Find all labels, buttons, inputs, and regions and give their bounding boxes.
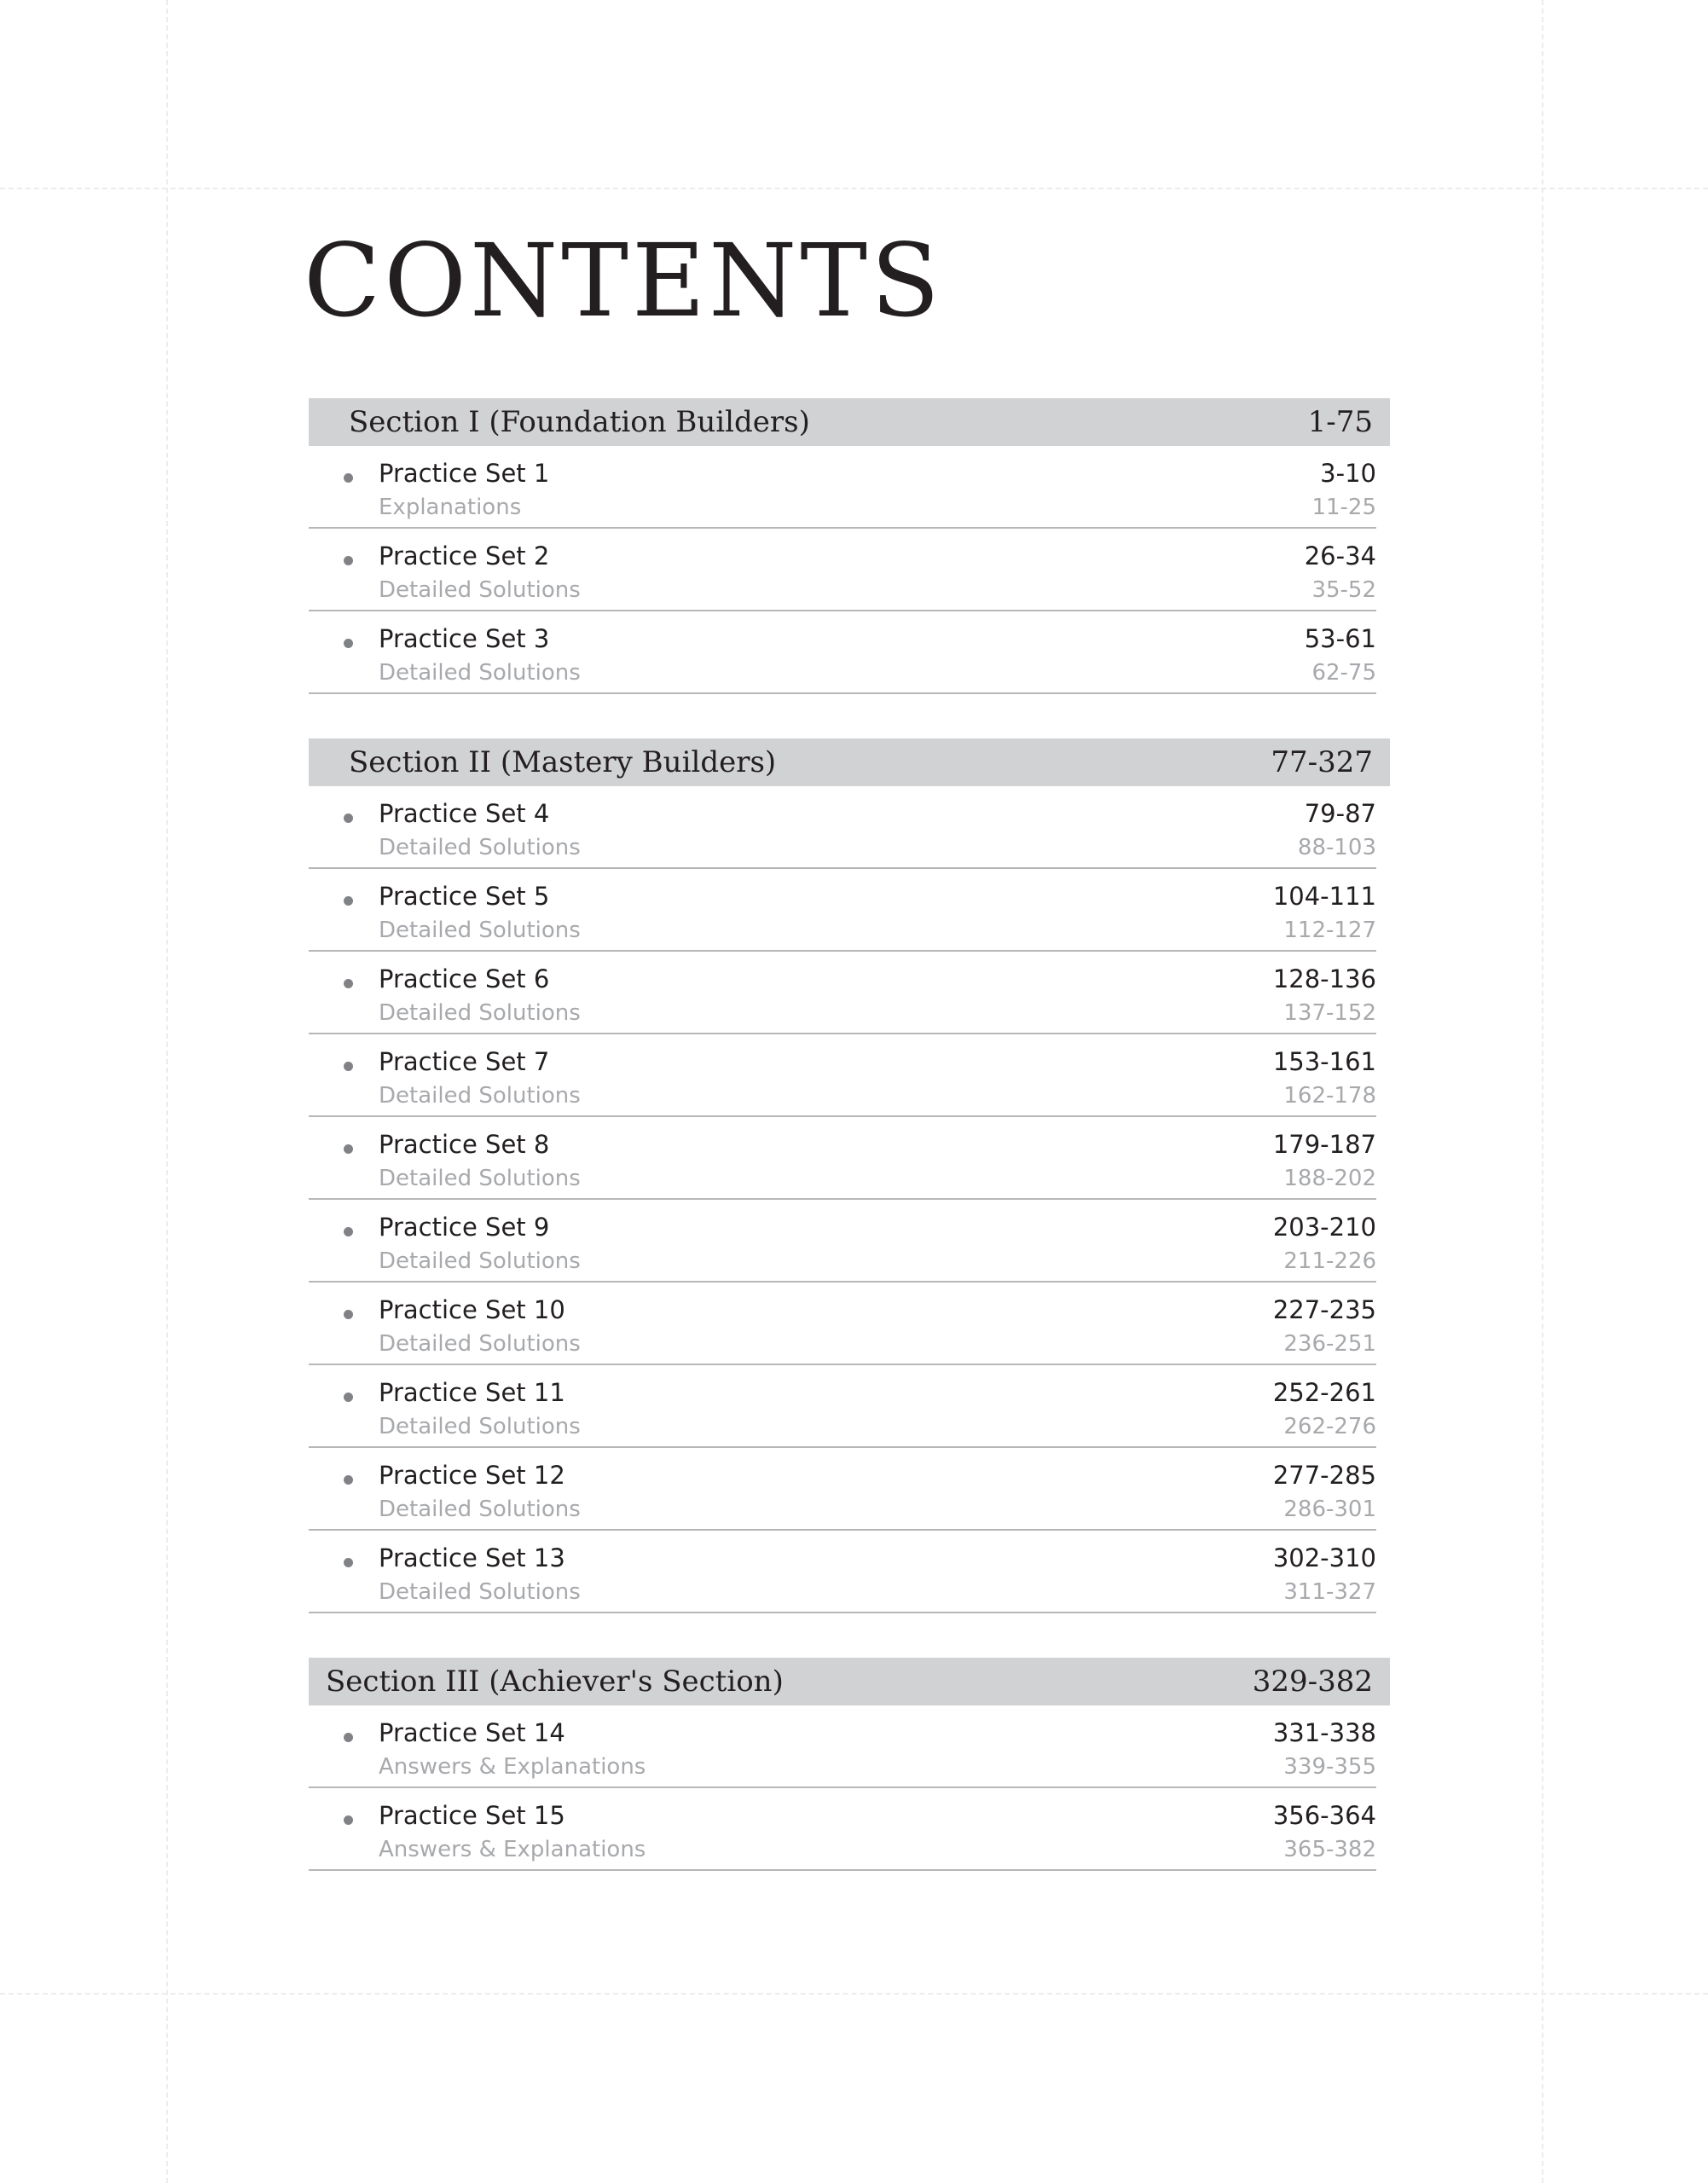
practice-set-entry[interactable]	[309, 1283, 1376, 1365]
section-entries	[309, 786, 1376, 1613]
solutions-label: Answers & Explanations	[379, 1837, 646, 1862]
section-title: Section III (Achiever's Section)	[326, 1665, 784, 1699]
trim-guide-bottom	[0, 1993, 1708, 1995]
practice-set-entry[interactable]	[309, 952, 1376, 1034]
section-title: Section II (Mastery Builders)	[349, 745, 777, 779]
practice-set-page-range: 104-111	[1272, 882, 1376, 911]
page-title: CONTENTS	[304, 222, 943, 339]
section-1	[309, 398, 1390, 694]
practice-set-entry[interactable]	[309, 1365, 1376, 1448]
practice-set-name: Practice Set 15	[379, 1801, 565, 1830]
practice-set-name: Practice Set 2	[379, 541, 550, 570]
trim-guide-left	[166, 0, 168, 2183]
solutions-label: Detailed Solutions	[379, 660, 581, 686]
section-page-range: 77-327	[1271, 745, 1373, 779]
solutions-label: Detailed Solutions	[379, 1248, 581, 1274]
practice-set-page-range: 356-364	[1272, 1801, 1376, 1830]
practice-set-name: Practice Set 7	[379, 1047, 550, 1076]
solutions-page-range: 211-226	[1283, 1248, 1376, 1274]
practice-set-name: Practice Set 10	[379, 1295, 565, 1324]
solutions-page-range: 339-355	[1283, 1754, 1376, 1780]
solutions-label: Detailed Solutions	[379, 1000, 581, 1026]
practice-set-page-range: 331-338	[1272, 1718, 1376, 1747]
practice-set-name: Practice Set 8	[379, 1130, 550, 1159]
section-header	[309, 738, 1390, 786]
solutions-label: Explanations	[379, 495, 522, 520]
bullet-icon	[344, 814, 353, 823]
trim-guide-right	[1542, 0, 1543, 2183]
section-entries	[309, 446, 1376, 694]
bullet-icon	[344, 1558, 353, 1567]
practice-set-entry[interactable]	[309, 446, 1376, 529]
bullet-icon	[344, 556, 353, 565]
bullet-icon	[344, 1144, 353, 1154]
bullet-icon	[344, 1475, 353, 1485]
solutions-page-range: 11-25	[1311, 495, 1376, 520]
solutions-page-range: 188-202	[1283, 1166, 1376, 1191]
section-title: Section I (Foundation Builders)	[349, 405, 810, 439]
practice-set-page-range: 79-87	[1304, 799, 1376, 828]
solutions-label: Detailed Solutions	[379, 918, 581, 943]
section-2	[309, 738, 1390, 1613]
bullet-icon	[344, 1062, 353, 1071]
practice-set-name: Practice Set 9	[379, 1213, 550, 1242]
solutions-page-range: 236-251	[1283, 1331, 1376, 1357]
solutions-label: Detailed Solutions	[379, 835, 581, 860]
practice-set-page-range: 53-61	[1304, 624, 1376, 653]
practice-set-entry[interactable]	[309, 1034, 1376, 1117]
bullet-icon	[344, 979, 353, 988]
practice-set-page-range: 277-285	[1272, 1461, 1376, 1490]
practice-set-page-range: 3-10	[1320, 459, 1376, 488]
practice-set-page-range: 227-235	[1272, 1295, 1376, 1324]
bullet-icon	[344, 1733, 353, 1742]
solutions-page-range: 365-382	[1283, 1837, 1376, 1862]
solutions-page-range: 162-178	[1283, 1083, 1376, 1109]
practice-set-page-range: 128-136	[1272, 964, 1376, 993]
solutions-page-range: 286-301	[1283, 1497, 1376, 1522]
section-header	[309, 398, 1390, 446]
practice-set-name: Practice Set 11	[379, 1378, 565, 1407]
practice-set-entry[interactable]	[309, 869, 1376, 952]
solutions-page-range: 112-127	[1283, 918, 1376, 943]
solutions-label: Detailed Solutions	[379, 1166, 581, 1191]
practice-set-page-range: 203-210	[1272, 1213, 1376, 1242]
practice-set-name: Practice Set 4	[379, 799, 550, 828]
practice-set-name: Practice Set 5	[379, 882, 550, 911]
practice-set-entry[interactable]	[309, 1200, 1376, 1283]
bullet-icon	[344, 896, 353, 906]
practice-set-entry[interactable]	[309, 786, 1376, 869]
solutions-page-range: 311-327	[1283, 1579, 1376, 1605]
practice-set-name: Practice Set 3	[379, 624, 550, 653]
bullet-icon	[344, 1310, 353, 1319]
bullet-icon	[344, 639, 353, 648]
section-page-range: 1-75	[1307, 405, 1373, 439]
section-3	[309, 1658, 1390, 1871]
practice-set-entry[interactable]	[309, 1117, 1376, 1200]
bullet-icon	[344, 473, 353, 483]
practice-set-entry[interactable]	[309, 529, 1376, 611]
practice-set-name: Practice Set 14	[379, 1718, 565, 1747]
practice-set-name: Practice Set 1	[379, 459, 550, 488]
solutions-label: Detailed Solutions	[379, 1083, 581, 1109]
bullet-icon	[344, 1815, 353, 1825]
solutions-page-range: 35-52	[1311, 577, 1376, 603]
solutions-label: Detailed Solutions	[379, 577, 581, 603]
solutions-page-range: 262-276	[1283, 1414, 1376, 1439]
practice-set-entry[interactable]	[309, 1705, 1376, 1788]
practice-set-entry[interactable]	[309, 1788, 1376, 1871]
solutions-label: Detailed Solutions	[379, 1414, 581, 1439]
section-page-range: 329-382	[1252, 1665, 1373, 1699]
bullet-icon	[344, 1393, 353, 1402]
section-entries	[309, 1705, 1376, 1871]
solutions-label: Detailed Solutions	[379, 1497, 581, 1522]
practice-set-page-range: 252-261	[1272, 1378, 1376, 1407]
practice-set-page-range: 179-187	[1272, 1130, 1376, 1159]
solutions-label: Detailed Solutions	[379, 1331, 581, 1357]
practice-set-entry[interactable]	[309, 1448, 1376, 1531]
practice-set-page-range: 302-310	[1272, 1543, 1376, 1572]
bullet-icon	[344, 1227, 353, 1236]
trim-guide-top	[0, 188, 1708, 189]
solutions-page-range: 62-75	[1311, 660, 1376, 686]
solutions-page-range: 88-103	[1297, 835, 1376, 860]
practice-set-name: Practice Set 6	[379, 964, 550, 993]
practice-set-entry[interactable]	[309, 611, 1376, 694]
solutions-page-range: 137-152	[1283, 1000, 1376, 1026]
practice-set-page-range: 26-34	[1304, 541, 1376, 570]
solutions-label: Detailed Solutions	[379, 1579, 581, 1605]
solutions-label: Answers & Explanations	[379, 1754, 646, 1780]
section-header	[309, 1658, 1390, 1705]
practice-set-name: Practice Set 12	[379, 1461, 565, 1490]
practice-set-entry[interactable]	[309, 1531, 1376, 1613]
practice-set-page-range: 153-161	[1272, 1047, 1376, 1076]
practice-set-name: Practice Set 13	[379, 1543, 565, 1572]
contents-list	[309, 398, 1390, 1871]
